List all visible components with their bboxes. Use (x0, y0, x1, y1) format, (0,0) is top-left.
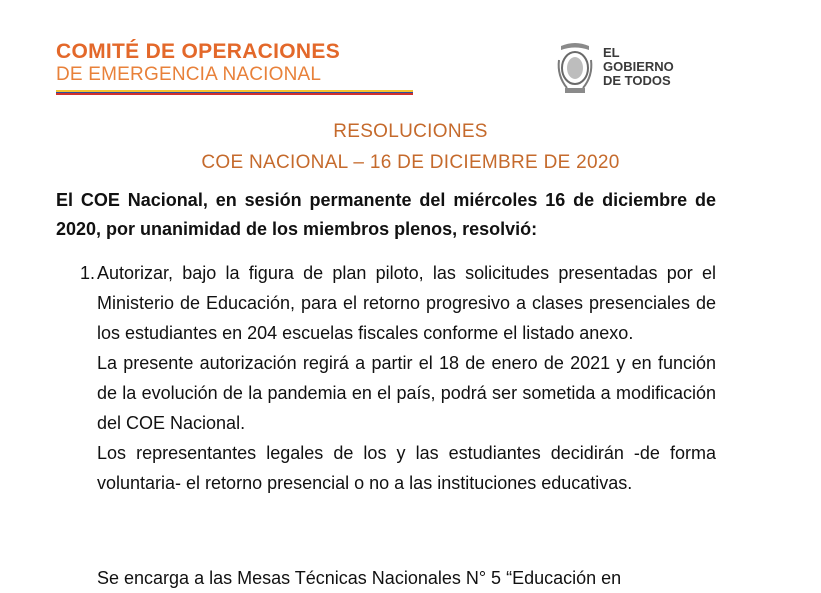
document-title: RESOLUCIONES (333, 121, 488, 142)
org-name-line1: COMITÉ DE OPERACIONES (56, 40, 340, 63)
intro-paragraph: El COE Nacional, en sesión permanente del miércoles 16 de diciembre de 2020, por unanimidad de los miembros plenos, resolvió: (56, 190, 716, 239)
list-item (56, 258, 716, 498)
item-paragraph: Autorizar, bajo la figura de plan piloto, las solicitudes presentadas por el Ministerio de Educación, para el retorno progresivo a clases presenciales de los estudiantes en 204 escuelas fiscales conforme el listado anexo. (97, 263, 716, 343)
document-header (0, 0, 821, 110)
org-name-line2: DE EMERGENCIA NACIONAL (56, 64, 322, 85)
government-logo (555, 40, 695, 98)
gov-text-line2: GOBIERNO (603, 59, 674, 74)
document-subtitle: COE NACIONAL – 16 DE DICIEMBRE DE 2020 (201, 152, 620, 173)
gov-text-line1: EL (603, 45, 620, 60)
coe-logo (56, 40, 340, 86)
flag-stripe (56, 90, 413, 95)
item-paragraph: Los representantes legales de los y las estudiantes decidirán -de forma voluntaria- el retorno presencial o no a las instituciones educativas. (97, 443, 716, 493)
resolution-list (56, 258, 716, 498)
document-titles (0, 118, 821, 177)
item-number: 1. (80, 263, 96, 283)
gov-text-line3: DE TODOS (603, 73, 671, 88)
government-name (603, 46, 674, 88)
ecuador-seal-icon (555, 40, 595, 96)
cut-off-paragraph: Se encarga a las Mesas Técnicas Nacionales N° 5 “Educación en (97, 568, 622, 588)
item-paragraph: La presente autorización regirá a partir el 18 de enero de 2021 y en función de la evolución de la pandemia en el país, podrá ser sometida a modificación del COE Nacional. (97, 353, 716, 433)
